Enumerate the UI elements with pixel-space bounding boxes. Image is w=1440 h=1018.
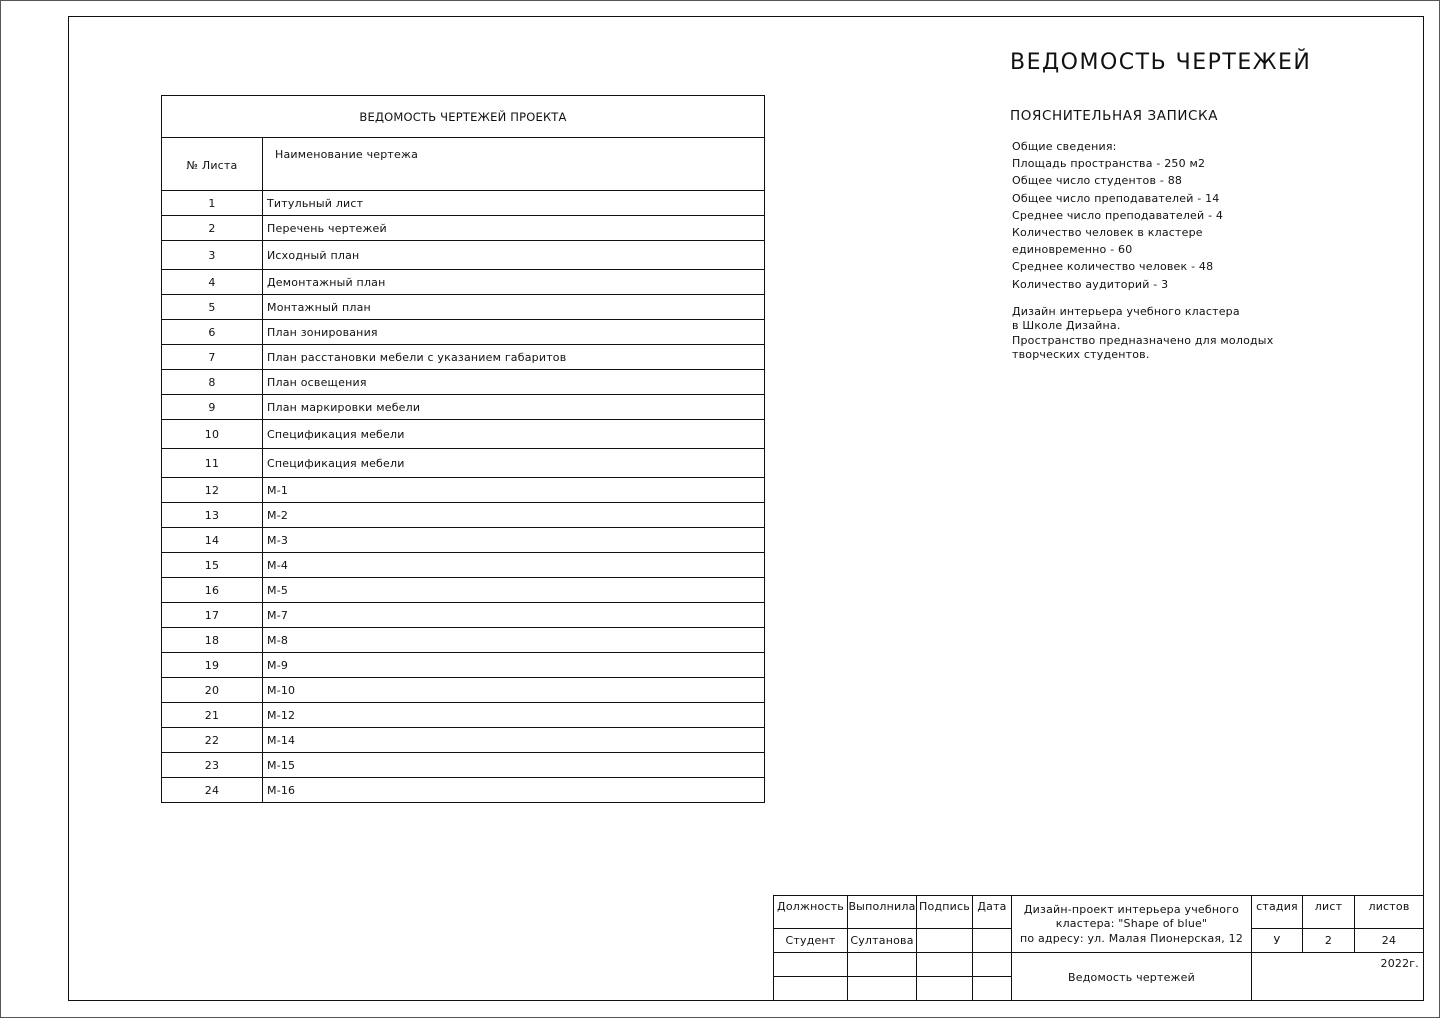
note-line: Общие сведения: bbox=[1012, 140, 1117, 153]
title-block-empty-cell bbox=[848, 977, 917, 1001]
drawing-name: План освещения bbox=[263, 370, 765, 395]
note-line: Общее число преподавателей - 14 bbox=[1012, 191, 1220, 205]
title-block-header-position: Должность bbox=[774, 896, 848, 929]
column-header-drawing-name: Наименование чертежа bbox=[263, 138, 765, 191]
title-block-empty-cell bbox=[774, 977, 848, 1001]
title-block-sheets-value: 24 bbox=[1355, 929, 1424, 953]
drawing-name: М-1 bbox=[263, 478, 765, 503]
table-row bbox=[162, 395, 765, 420]
title-block-empty-cell bbox=[973, 953, 1012, 977]
drawing-name: М-10 bbox=[263, 678, 765, 703]
drawing-name: План зонирования bbox=[263, 320, 765, 345]
description-line: творческих студентов. bbox=[1012, 347, 1150, 361]
title-block-signature-value bbox=[917, 929, 973, 953]
sheet-number: 5 bbox=[162, 295, 263, 320]
title-block-position-value: Студент bbox=[774, 929, 848, 953]
table-row bbox=[162, 191, 765, 216]
drawing-name: План маркировки мебели bbox=[263, 395, 765, 420]
table-row bbox=[162, 320, 765, 345]
drawing-name: М-3 bbox=[263, 528, 765, 553]
sheet-number: 20 bbox=[162, 678, 263, 703]
table-row bbox=[162, 703, 765, 728]
column-header-sheet-number: № Листа bbox=[162, 138, 263, 191]
sheet-number: 24 bbox=[162, 778, 263, 803]
table-row bbox=[162, 270, 765, 295]
sheet-number: 23 bbox=[162, 753, 263, 778]
sheet-number: 12 bbox=[162, 478, 263, 503]
table-row bbox=[162, 603, 765, 628]
project-description bbox=[1012, 896, 1252, 953]
drawing-name: Исходный план bbox=[263, 241, 765, 270]
table-row bbox=[162, 578, 765, 603]
sheet-number: 17 bbox=[162, 603, 263, 628]
drawing-name: М-12 bbox=[263, 703, 765, 728]
sheet-number: 21 bbox=[162, 703, 263, 728]
table-row bbox=[162, 528, 765, 553]
project-line: кластера: "Shape of blue" bbox=[1055, 917, 1208, 931]
table-row bbox=[162, 241, 765, 270]
drawing-name: М-4 bbox=[263, 553, 765, 578]
table-row bbox=[162, 216, 765, 241]
table-row bbox=[162, 478, 765, 503]
note-line: Количество аудиторий - 3 bbox=[1012, 277, 1169, 291]
table-row bbox=[162, 345, 765, 370]
drawing-name: Перечень чертежей bbox=[263, 216, 765, 241]
sheet-number: 19 bbox=[162, 653, 263, 678]
table-row bbox=[162, 449, 765, 478]
sheet-number: 14 bbox=[162, 528, 263, 553]
table-row bbox=[162, 778, 765, 803]
title-block-date-value bbox=[973, 929, 1012, 953]
description-line: в Школе Дизайна. bbox=[1012, 319, 1121, 333]
table-row bbox=[162, 678, 765, 703]
drawing-name: М-15 bbox=[263, 753, 765, 778]
description-line: Пространство предназначено для молодых bbox=[1012, 333, 1274, 347]
title-block-header-stage: стадия bbox=[1252, 896, 1303, 929]
title-block-header-sheets: листов bbox=[1355, 896, 1424, 929]
drawing-name: М-9 bbox=[263, 653, 765, 678]
table-row bbox=[162, 628, 765, 653]
sheet-number: 15 bbox=[162, 553, 263, 578]
table-row bbox=[162, 553, 765, 578]
title-block-header-date: Дата bbox=[973, 896, 1012, 929]
title-block-sheet-value: 2 bbox=[1303, 929, 1355, 953]
sheet-number: 4 bbox=[162, 270, 263, 295]
table-row bbox=[162, 295, 765, 320]
drawing-name: План расстановки мебели с указанием габаритов bbox=[263, 345, 765, 370]
project-line: по адресу: ул. Малая Пионерская, 12 bbox=[1019, 931, 1244, 945]
explanatory-note-title: ПОЯСНИТЕЛЬНАЯ ЗАПИСКА bbox=[1010, 108, 1219, 124]
explanatory-note-facts bbox=[1012, 138, 1223, 293]
sheet-number: 13 bbox=[162, 503, 263, 528]
table-row bbox=[162, 653, 765, 678]
sheet-number: 8 bbox=[162, 370, 263, 395]
table-row bbox=[162, 753, 765, 778]
title-block-empty-cell bbox=[848, 953, 917, 977]
note-line: Среднее число преподавателей - 4 bbox=[1012, 208, 1224, 222]
title-block bbox=[773, 895, 1424, 1001]
sheet-number: 7 bbox=[162, 345, 263, 370]
title-block-empty-cell bbox=[774, 953, 848, 977]
sheet-number: 1 bbox=[162, 191, 263, 216]
sheet-number: 6 bbox=[162, 320, 263, 345]
title-block-header-performer: Выполнила bbox=[848, 896, 917, 929]
title-block-performer-value: Султанова bbox=[848, 929, 917, 953]
description-line: Дизайн интерьера учебного кластера bbox=[1012, 305, 1240, 318]
drawings-table-title: ВЕДОМОСТЬ ЧЕРТЕЖЕЙ ПРОЕКТА bbox=[162, 96, 765, 138]
title-block-empty-cell bbox=[973, 977, 1012, 1001]
sheet-number: 22 bbox=[162, 728, 263, 753]
sheet-number: 3 bbox=[162, 241, 263, 270]
sheet-number: 10 bbox=[162, 420, 263, 449]
title-block-header-signature: Подпись bbox=[917, 896, 973, 929]
drawing-name: М-2 bbox=[263, 503, 765, 528]
sheet-number: 11 bbox=[162, 449, 263, 478]
drawing-name: М-5 bbox=[263, 578, 765, 603]
table-row bbox=[162, 728, 765, 753]
table-row bbox=[162, 420, 765, 449]
sheet-number: 2 bbox=[162, 216, 263, 241]
drawing-name: Монтажный план bbox=[263, 295, 765, 320]
title-block-sheet-title: Ведомость чертежей bbox=[1012, 953, 1252, 1001]
title-block-year: 2022г. bbox=[1252, 953, 1424, 1001]
explanatory-note-description bbox=[1012, 305, 1273, 362]
drawings-table bbox=[161, 95, 765, 803]
title-block-empty-cell bbox=[917, 977, 973, 1001]
sheet-number: 9 bbox=[162, 395, 263, 420]
table-row bbox=[162, 503, 765, 528]
drawing-name: М-14 bbox=[263, 728, 765, 753]
sheet-number: 16 bbox=[162, 578, 263, 603]
sheet-heading: ВЕДОМОСТЬ ЧЕРТЕЖЕЙ bbox=[1010, 50, 1312, 75]
drawing-name: Спецификация мебели bbox=[263, 449, 765, 478]
note-line: единовременно - 60 bbox=[1012, 243, 1133, 257]
drawing-name: М-7 bbox=[263, 603, 765, 628]
title-block-empty-cell bbox=[917, 953, 973, 977]
sheet-number: 18 bbox=[162, 628, 263, 653]
note-line: Площадь пространства - 250 м2 bbox=[1012, 157, 1206, 171]
table-row bbox=[162, 370, 765, 395]
note-line: Общее число студентов - 88 bbox=[1012, 174, 1183, 188]
drawing-name: Титульный лист bbox=[263, 191, 765, 216]
drawing-name: Спецификация мебели bbox=[263, 420, 765, 449]
drawing-name: Демонтажный план bbox=[263, 270, 765, 295]
note-line: Среднее количество человек - 48 bbox=[1012, 260, 1214, 274]
title-block-header-sheet: лист bbox=[1303, 896, 1355, 929]
note-line: Количество человек в кластере bbox=[1012, 225, 1203, 239]
title-block-stage-value: У bbox=[1252, 929, 1303, 953]
project-line: Дизайн-проект интерьера учебного bbox=[1023, 902, 1240, 916]
drawing-name: М-8 bbox=[263, 628, 765, 653]
drawing-name: М-16 bbox=[263, 778, 765, 803]
